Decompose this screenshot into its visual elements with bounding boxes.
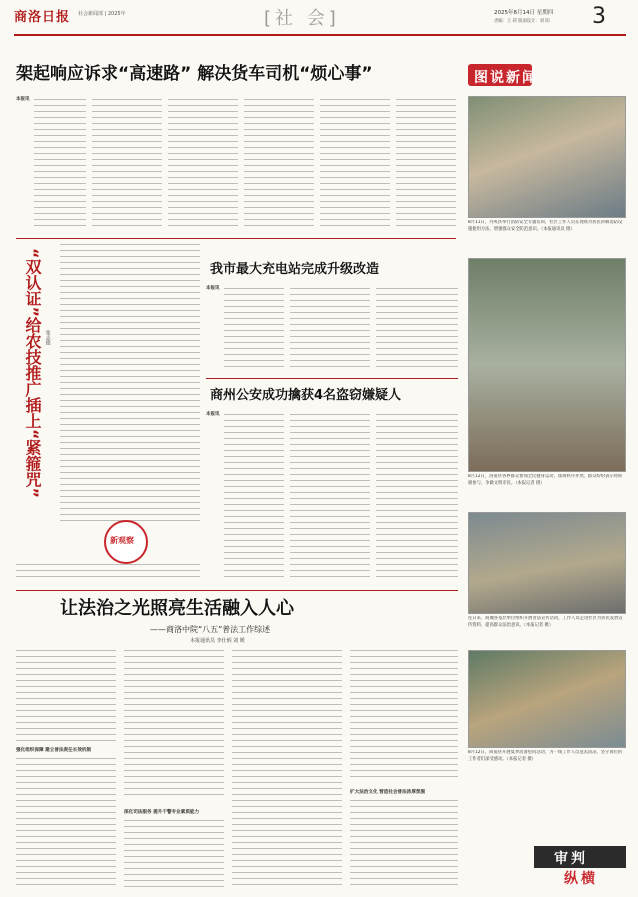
masthead (14, 6, 626, 42)
section-title: [社 会] (264, 8, 340, 29)
photo-caption-2: 8月12日，洛南县各界群众参加全民健身运动，现场秩序井然，群众纷纷表示将积极参与，争做文明市民。（本报记者 摄） (468, 474, 623, 486)
section-rule-1 (16, 238, 456, 239)
headline-1: 架起响应诉求“高速路” 解决货车司机“烦心事” (16, 64, 373, 84)
section-rule-2 (206, 378, 458, 379)
paper-meta: 社会新闻部 | 2025年 (78, 11, 126, 17)
article-1-body (16, 97, 456, 230)
feature-subhead-1: 强化组织保障 建立普法责任长效机制 (16, 748, 92, 753)
photo-3 (468, 512, 626, 614)
section-name: 社 会 (275, 8, 329, 29)
vertical-article-tail (16, 564, 200, 584)
shenpan-zongheng-logo (534, 846, 626, 890)
feature-byline: 本报通讯员 李仕炳 刘 媛 (190, 638, 245, 644)
xinguancha-badge (104, 520, 148, 564)
vertical-article-body (60, 244, 200, 524)
shenpan-top: 审判 (554, 851, 588, 867)
vertical-headline-author: 张志德 (44, 330, 51, 345)
photo-caption-1: 8月11日，丹凤县举行消防安全专题培训，社区工作人员在现场为居民讲解消防设施使用方法，增强群众安全防范意识。（本报通讯员 摄） (468, 220, 623, 232)
shenpan-bottom: 纵横 (564, 871, 598, 887)
photo-news-label (468, 64, 624, 88)
staff-credits: 责编：王 莉 版面设计：刘 阳 (494, 19, 550, 24)
photo-4 (468, 650, 626, 748)
photo-1 (468, 96, 626, 218)
article-charging-body (206, 286, 458, 372)
article-police-title: 商州公安成功擒获4名盗窃嫌疑人 (210, 388, 402, 403)
article-police-body (206, 412, 458, 582)
photo-news-title: 图说新闻 (474, 70, 538, 86)
feature-subtitle: ——商洛中院“八五”普法工作综述 (150, 625, 271, 634)
photo-caption-4: 8月12日，商南县开展夏季消暑慰问活动，为一线工作人员送去清凉，坚守岗位的工作者们深受感动。（本报记者 摄） (468, 750, 623, 762)
feature-subhead-2: 深化司法服务 提升干警专业素质能力 (124, 810, 200, 815)
photo-2 (468, 258, 626, 472)
article-charging-title: 我市最大充电站完成升级改造 (210, 262, 380, 277)
masthead-rule (14, 34, 626, 36)
section-rule-3 (16, 590, 458, 591)
feature-body (16, 650, 458, 890)
article-1-lede: 本报讯 (16, 97, 30, 102)
issue-date: 2025年8月14日 星期四 (494, 10, 554, 16)
article-charging-lede: 本报讯 (206, 286, 220, 291)
article-police-lede: 本报讯 (206, 412, 220, 417)
feature-title: 让法治之光照亮生活融入人心 (60, 598, 294, 619)
vertical-headline: “双认证”给农技推广插上“紧箍咒” (23, 248, 42, 499)
xinguancha-text: 新观察 (110, 536, 134, 545)
page-number: 3 (592, 4, 606, 29)
feature-subhead-3: 扩大法治文化 营造社会普法浓厚氛围 (350, 790, 426, 795)
paper-logo: 商洛日报 (14, 10, 71, 25)
photo-caption-3: 连日来，商城各基层单位组织开展普法宣传活动，工作人员走进社区为居民发放宣传资料，提高群众法治意识。（本报记者 摄） (468, 616, 623, 628)
